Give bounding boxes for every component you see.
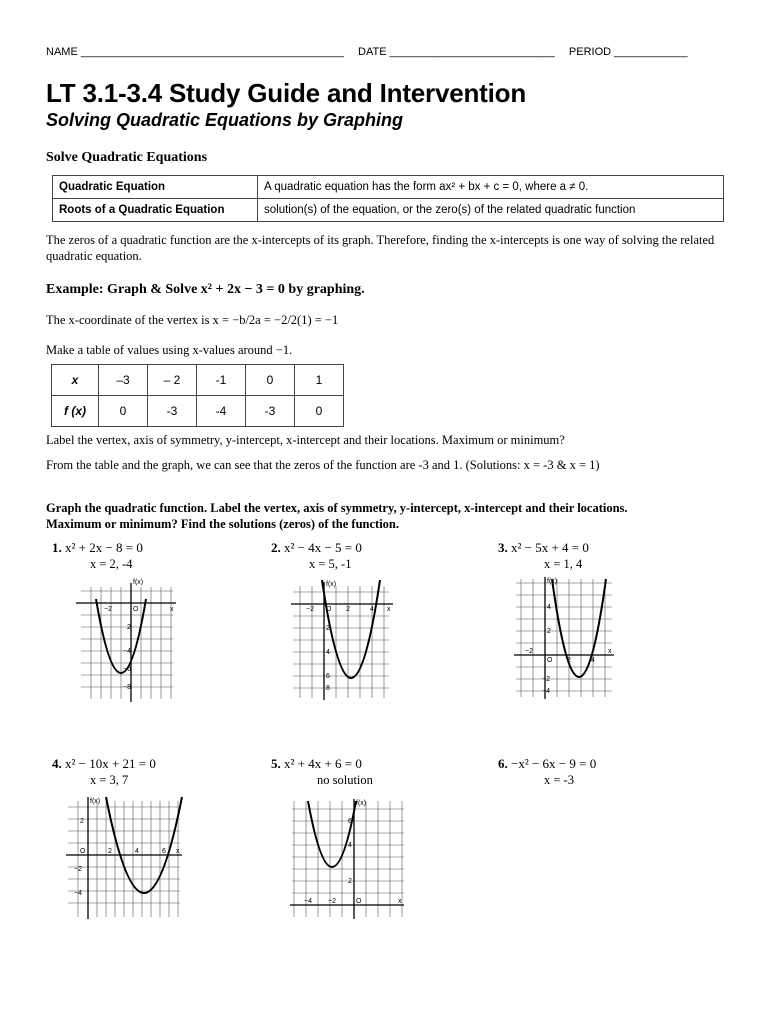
problem-answer: x = 5, -1: [309, 557, 352, 571]
page-title: LT 3.1-3.4 Study Guide and Intervention: [46, 78, 527, 108]
x-axis-label: x: [387, 606, 391, 613]
period-field[interactable]: PERIOD ____________: [568, 46, 688, 58]
origin-label: O: [133, 606, 139, 613]
y-tick-label: 2: [127, 624, 131, 631]
problem-answer: x = 2, -4: [90, 557, 133, 571]
date-field[interactable]: DATE ___________________________: [358, 46, 555, 58]
problem-number: 1.: [52, 540, 62, 555]
x-tick-label: −4: [304, 898, 312, 905]
y-tick-label: 2: [348, 878, 352, 885]
section-heading: Solve Quadratic Equations: [46, 150, 208, 165]
problem-number: 3.: [498, 540, 508, 555]
y-tick-label: 2: [80, 818, 84, 825]
y-tick-label: 8: [326, 685, 330, 692]
problem-equation: x² + 4x + 6 = 0: [284, 756, 362, 771]
table-cell: -4: [197, 396, 246, 427]
problem-number: 2.: [271, 540, 281, 555]
intro-paragraph: The zeros of a quadratic function are the x-intercepts of its graph. Therefore, finding the x-intercepts is one way of solving the related quadratic equation.: [46, 233, 715, 263]
y-tick-label: −2: [542, 676, 550, 683]
problem-answer: x = 1, 4: [544, 557, 583, 571]
fx-header: f (x): [52, 396, 99, 427]
problem-number: 5.: [271, 756, 281, 771]
practice-instructions: [46, 500, 628, 532]
x-tick-label: −2: [306, 606, 314, 613]
table-row: [53, 176, 724, 199]
label-prompt: Label the vertex, axis of symmetry, y-intercept, x-intercept and their locations. Maximum or minimum?: [46, 433, 565, 447]
grid: [293, 586, 389, 698]
name-field[interactable]: NAME ___________________________________________: [46, 46, 344, 58]
table-row: [52, 396, 344, 427]
definition-text: solution(s) of the equation, or the zero(s) of the related quadratic function: [258, 199, 724, 222]
table-row: [52, 365, 344, 396]
table-cell: – 2: [148, 365, 197, 396]
page-subtitle: Solving Quadratic Equations by Graphing: [46, 110, 404, 130]
problem-number: 6.: [498, 756, 508, 771]
problem-5: [271, 756, 362, 772]
definition-term: Roots of a Quadratic Equation: [53, 199, 258, 222]
table-intro: Make a table of values using x-values around −1.: [46, 343, 293, 357]
y-tick-label: −8: [123, 684, 131, 691]
y-tick-label: −4: [123, 648, 131, 655]
origin-label: O: [547, 657, 553, 664]
table-cell: -3: [148, 396, 197, 427]
y-tick-label: 6: [348, 818, 352, 825]
instructions-line: Graph the quadratic function. Label the vertex, axis of symmetry, y-intercept, x-intercept and their locations.: [46, 501, 628, 515]
definitions-table: [52, 175, 724, 222]
y-tick-label: 4: [348, 842, 352, 849]
x-tick-label: 2: [346, 606, 350, 613]
problem-1: [52, 540, 143, 556]
problem-2: [271, 540, 362, 556]
y-axis-label: f(x): [90, 798, 101, 805]
problem-equation: x² − 10x + 21 = 0: [65, 756, 156, 771]
parabola: [322, 580, 380, 678]
grid: [68, 801, 180, 917]
graph-5: [288, 797, 406, 921]
problem-4: [52, 756, 156, 772]
x-tick-label: 2: [567, 657, 571, 664]
table-cell: -3: [246, 396, 295, 427]
x-axis-label: x: [608, 648, 612, 655]
values-table: [51, 364, 344, 427]
y-tick-label: 2: [326, 625, 330, 632]
x-tick-label: 6: [162, 848, 166, 855]
x-axis-label: x: [398, 898, 402, 905]
definition-term: Quadratic Equation: [53, 176, 258, 199]
x-axis-label: x: [176, 848, 180, 855]
y-axis-label: f(x): [326, 581, 337, 588]
table-row: [53, 199, 724, 222]
x-tick-label: 2: [108, 848, 112, 855]
x-tick-label: 4: [135, 848, 139, 855]
header-fields: [46, 46, 726, 58]
definition-text: A quadratic equation has the form ax² + bx + c = 0, where a ≠ 0.: [258, 176, 724, 199]
x-axis-label: x: [170, 606, 174, 613]
problem-6: [498, 756, 596, 772]
table-cell: 1: [295, 365, 344, 396]
problem-answer: no solution: [317, 773, 373, 787]
origin-label: O: [326, 606, 332, 613]
y-axis-label: f(x): [547, 578, 558, 585]
table-cell: 0: [99, 396, 148, 427]
table-cell: -1: [197, 365, 246, 396]
graph-1: [73, 577, 179, 704]
graph-3: [512, 575, 616, 701]
problem-answer: x = -3: [544, 773, 574, 787]
vertex-calculation: The x-coordinate of the vertex is x = −b/2a = −2/2(1) = −1: [46, 313, 339, 327]
instructions-line: Maximum or minimum? Find the solutions (zeros) of the function.: [46, 517, 400, 531]
problem-equation: x² − 5x + 4 = 0: [511, 540, 589, 555]
table-cell: –3: [99, 365, 148, 396]
problem-equation: −x² − 6x − 9 = 0: [511, 756, 597, 771]
y-tick-label: 4: [326, 649, 330, 656]
parabola: [552, 579, 606, 677]
problem-equation: x² − 4x − 5 = 0: [284, 540, 362, 555]
x-tick-label: −2: [328, 898, 336, 905]
graph-2: [289, 578, 395, 702]
y-tick-label: 4: [547, 604, 551, 611]
grid: [81, 587, 173, 699]
table-cell: 0: [246, 365, 295, 396]
x-tick-label: 4: [591, 657, 595, 664]
y-tick-label: 6: [326, 673, 330, 680]
y-axis-label: f(x): [356, 800, 367, 807]
x-tick-label: −2: [104, 606, 112, 613]
example-heading: Example: Graph & Solve x² + 2x − 3 = 0 by graphing.: [46, 282, 365, 297]
y-tick-label: 2: [547, 628, 551, 635]
problem-answer: x = 3, 7: [90, 773, 129, 787]
parabola: [106, 797, 182, 893]
y-tick-label: −4: [74, 890, 82, 897]
grid: [516, 579, 612, 697]
origin-label: O: [80, 848, 86, 855]
x-header: x: [52, 365, 99, 396]
y-axis-label: f(x): [133, 579, 144, 586]
x-tick-label: −2: [525, 648, 533, 655]
graph-4: [62, 795, 186, 921]
problem-3: [498, 540, 589, 556]
y-tick-label: −6: [123, 666, 131, 673]
origin-label: O: [356, 898, 362, 905]
problem-equation: x² + 2x − 8 = 0: [65, 540, 143, 555]
table-cell: 0: [295, 396, 344, 427]
x-tick-label: 4: [370, 606, 374, 613]
example-conclusion: From the table and the graph, we can see that the zeros of the function are -3 and 1. (Solutions: x = -3 & x = 1): [46, 458, 600, 472]
y-tick-label: −4: [542, 688, 550, 695]
y-tick-label: −2: [74, 866, 82, 873]
problem-number: 4.: [52, 756, 62, 771]
